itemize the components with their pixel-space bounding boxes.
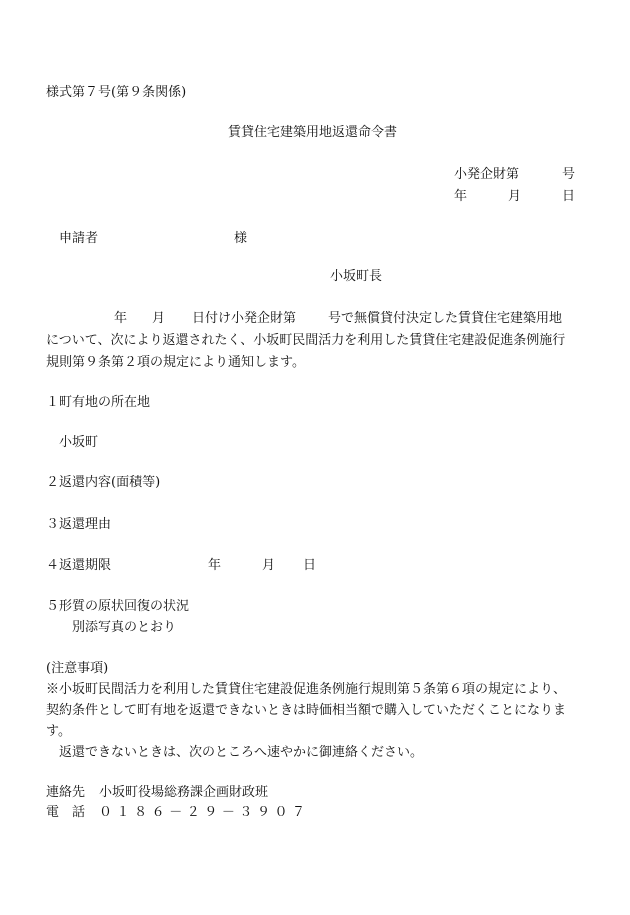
notice-date-month: 月 <box>508 189 522 204</box>
body-line1-tail: 号で無償貸付決定した賃貸住宅建築用地 <box>328 311 563 326</box>
item5-label: ５形質の原状回復の状況 <box>46 599 190 614</box>
notice-number-prefix: 小発企財第 <box>454 167 520 182</box>
notes-line4: 返還できないときは、次のところへ速やかに御連絡ください。 <box>59 745 424 760</box>
item4-day: 日 <box>303 558 317 573</box>
item2-label: ２返還内容(面積等) <box>46 475 161 490</box>
contact-label: 連絡先 <box>46 785 86 800</box>
contact-phone-label: 電 話 <box>46 805 86 820</box>
applicant-honorific: 様 <box>234 231 248 246</box>
item1-label: １町有地の所在地 <box>46 395 151 410</box>
item5-value: 別添写真のとおり <box>72 620 177 635</box>
notice-number-suffix: 号 <box>562 167 576 182</box>
item1-value: 小坂町 <box>59 435 99 450</box>
body-year: 年 <box>114 311 128 326</box>
form-number: 様式第７号(第９条関係) <box>46 85 187 100</box>
item4-label: ４返還期限 <box>46 558 112 573</box>
notes-line3: す。 <box>46 724 71 739</box>
body-dated-ref: 日付け小発企財第 <box>192 311 297 326</box>
body-month: 月 <box>152 311 166 326</box>
contact-office: 小坂町役場総務課企画財政班 <box>99 785 269 800</box>
applicant-label: 申請者 <box>59 231 99 246</box>
body-line2: について、次により返還されたく、小坂町民間活力を利用した賃貸住宅建設促進条例施行 <box>46 333 566 348</box>
notes-line1: ※小坂町民間活力を利用した賃貸住宅建設促進条例施行規則第５条第６項の規定により、 <box>46 682 567 697</box>
issuer: 小坂町長 <box>330 269 383 284</box>
item3-label: ３返還理由 <box>46 517 112 532</box>
notice-date-year: 年 <box>454 189 468 204</box>
notice-date-day: 日 <box>562 189 576 204</box>
item4-month: 月 <box>262 558 276 573</box>
body-line3: 規則第９条第２項の規定により通知します。 <box>46 355 305 370</box>
document-title: 賃貸住宅建築用地返還命令書 <box>228 125 398 140</box>
item4-year: 年 <box>208 558 222 573</box>
notes-heading: (注意事項) <box>46 661 109 676</box>
notes-line2: 契約条件として町有地を返還できないときは時価相当額で購入していただくことになりま <box>46 703 567 718</box>
contact-phone-number: ０１８６－２９－３９０７ <box>99 805 310 820</box>
